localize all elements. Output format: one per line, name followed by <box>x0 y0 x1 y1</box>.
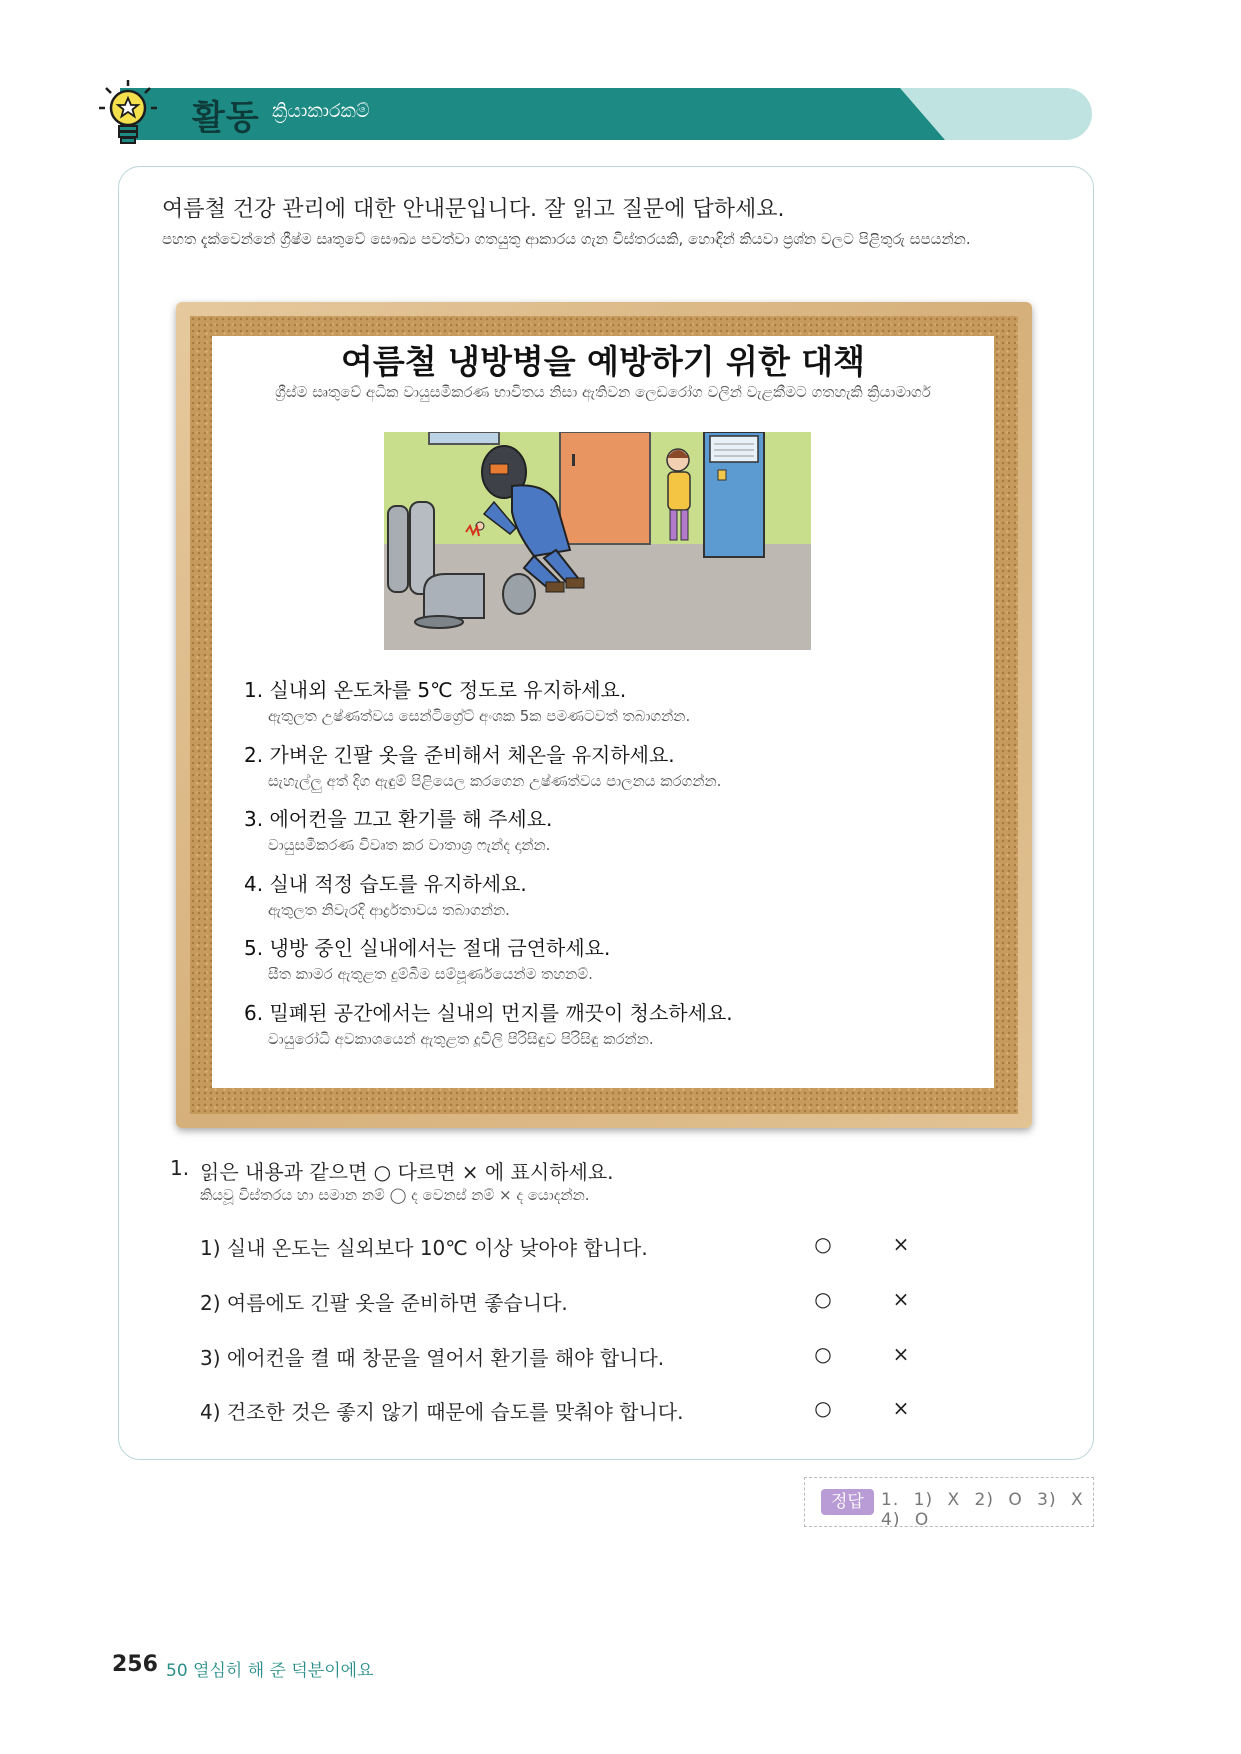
item-korean: 1. 실내외 온도차를 5℃ 정도로 유지하세요. <box>244 678 627 702</box>
x-mark-option[interactable]: × <box>892 1396 910 1420</box>
page-number: 256 <box>112 1652 158 1677</box>
list-item <box>244 934 984 999</box>
notice-subtitle: ග්‍රීස්ම සෘතුවේ අධික වායුසමීකරණ භාවිතය නිසා ඇතිවන ලෙඩරෝග වලින් වැළකීමට ගතහැකි ක්‍රියාමාර්ග <box>275 383 931 401</box>
notice-title: 여름철 냉방병을 예방하기 위한 대책 <box>340 342 866 381</box>
item-sinhala: වායුසමීකරණ විවෘත කර වාතාශ්‍ර ෆැන්ද දාන්න. <box>268 836 551 854</box>
statement-text: 3) 에어컨을 켤 때 창문을 열어서 환기를 해야 합니다. <box>200 1346 665 1370</box>
o-mark-option[interactable]: ○ <box>814 1396 832 1420</box>
section-subtitle: ක්‍රියාකාරකම් <box>272 100 370 122</box>
question-korean: 읽은 내용과 같으면 ○ 다르면 × 에 표시하세요. <box>200 1160 614 1184</box>
answer-box <box>804 1477 1094 1530</box>
statement-row <box>200 1342 920 1372</box>
welder-and-aircon-illustration <box>384 432 811 650</box>
x-mark-option[interactable]: × <box>892 1342 910 1366</box>
item-sinhala: සීත කාමර ඇතුළත දුම්බීම සම්පූර්ණයෙන්ම තහනම්. <box>268 965 593 983</box>
statement-text: 2) 여름에도 긴팔 옷을 준비하면 좋습니다. <box>200 1291 568 1315</box>
notice-items <box>244 676 984 1063</box>
x-mark-option[interactable]: × <box>892 1287 910 1311</box>
lightbulb-star-icon <box>98 78 158 150</box>
item-korean: 5. 냉방 중인 실내에서는 절대 금연하세요. <box>244 936 611 960</box>
o-mark-option[interactable]: ○ <box>814 1287 832 1311</box>
list-item <box>244 676 984 741</box>
statement-text: 1) 실내 온도는 실외보다 10℃ 이상 낮아야 합니다. <box>200 1236 648 1260</box>
item-sinhala: ඇතුලත නිවැරදි ආර්ද්‍රතාවය තබාගන්න. <box>268 900 510 919</box>
intro-sinhala: පහත දැක්වෙන්නේ ග්‍රීෂ්ම සෘතුවේ සෞඛ්‍ය පවත්වා ගතයුතු ආකාරය ගැන විස්තරයකි, හොඳින් කියවා ප්‍රශ්න වලට පිළිතුරු සපයන්න. <box>162 230 971 248</box>
answer-tag: 정답 <box>821 1489 874 1515</box>
section-title: 활동 <box>192 98 260 138</box>
intro-korean: 여름철 건강 관리에 대한 안내문입니다. 잘 읽고 질문에 답하세요. <box>162 197 785 222</box>
statement-row <box>200 1287 920 1317</box>
item-korean: 4. 실내 적정 습도를 유지하세요. <box>244 871 527 896</box>
list-item <box>244 741 984 806</box>
item-korean: 2. 가벼운 긴팔 옷을 준비해서 체온을 유지하세요. <box>244 742 675 767</box>
list-item <box>244 805 984 870</box>
question-sinhala: කියවූ විස්තරය හා සමාන නම් ◯ ද වෙනස් නම් × ද යොදන්න. <box>200 1186 590 1204</box>
statement-text: 4) 건조한 것은 좋지 않기 때문에 습도를 맞춰야 합니다. <box>200 1400 684 1424</box>
item-sinhala: සැහැල්ලු අත් දිග ඇඳුම් පිළියෙල කරගෙන උෂ්ණත්වය පාලනය කරගන්න. <box>268 771 722 790</box>
list-item <box>244 999 984 1064</box>
x-mark-option[interactable]: × <box>892 1232 910 1256</box>
question-number: 1. <box>170 1156 190 1180</box>
o-mark-option[interactable]: ○ <box>814 1342 832 1366</box>
list-item <box>244 870 984 935</box>
o-mark-option[interactable]: ○ <box>814 1232 832 1256</box>
statement-row <box>200 1396 920 1426</box>
answer-text: 1. 1) X 2) O 3) X 4) O <box>881 1490 1084 1530</box>
item-korean: 3. 에어컨을 끄고 환기를 해 주세요. <box>244 807 553 831</box>
statement-row <box>200 1232 920 1262</box>
item-sinhala: ඇතුලත උෂ්ණත්වය සෙන්ටිග්‍රේට් අංශක 5ක පමණටවත් තබාගන්න. <box>268 707 691 725</box>
chapter-title: 50 열심히 해 준 덕분이에요 <box>166 1661 374 1681</box>
item-sinhala: වායුරෝධි අවකාශයෙන් ඇතුළත දූවිලි පිරිසිඳුව පිරිසිඳු කරන්න. <box>268 1029 654 1048</box>
item-korean: 6. 밀폐된 공간에서는 실내의 먼지를 깨끗이 청소하세요. <box>244 1000 733 1025</box>
header-banner <box>120 88 1092 140</box>
